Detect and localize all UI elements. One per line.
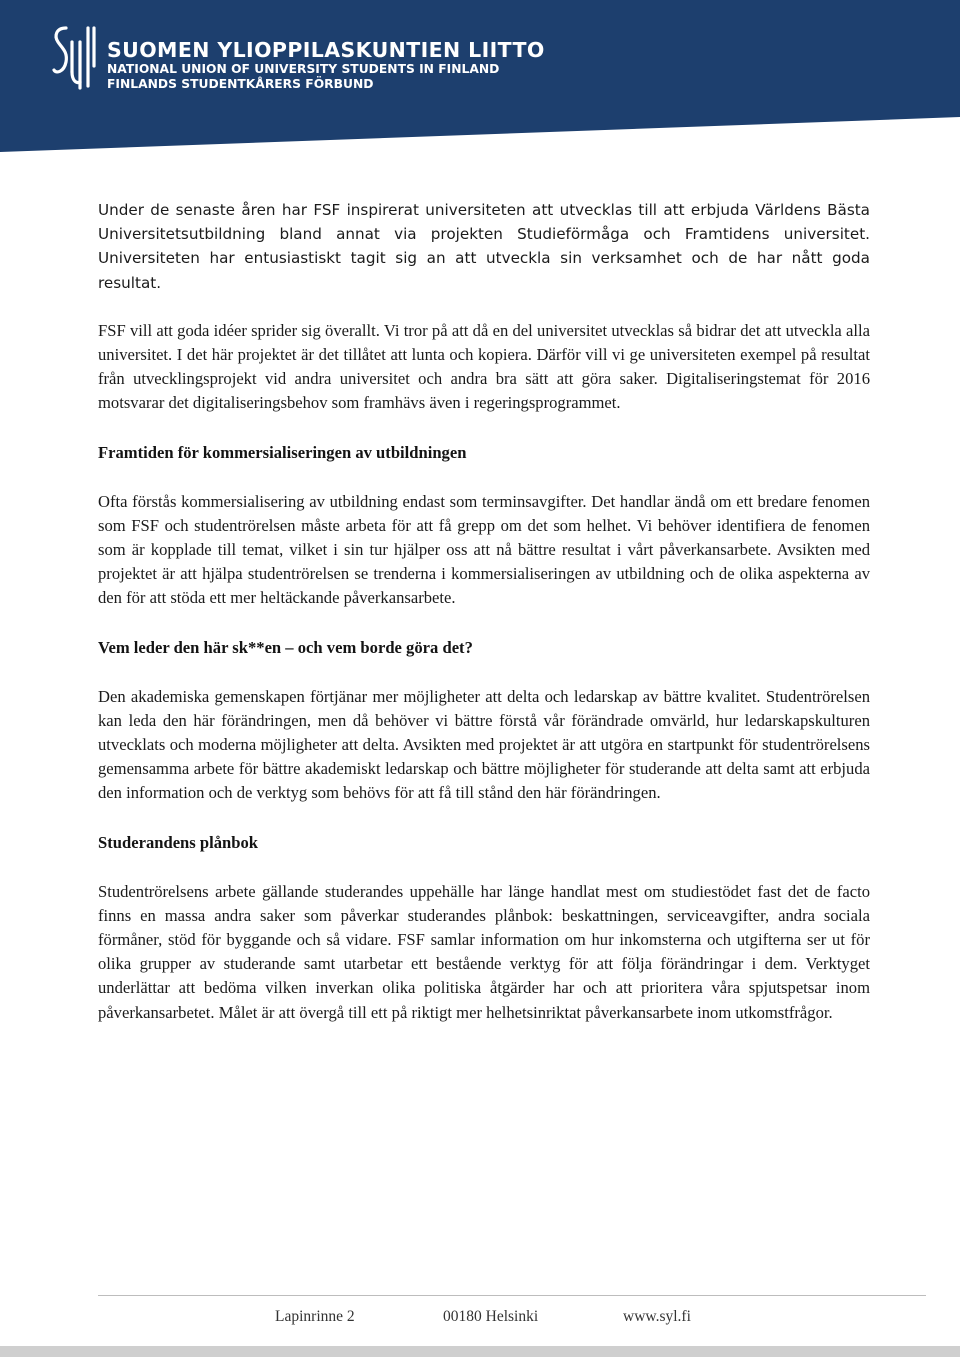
heading-wallet: Studerandens plånbok xyxy=(98,832,259,852)
heading-commercialisation: Framtiden för kommersialiseringen av utbildningen xyxy=(98,442,467,462)
footer-divider xyxy=(98,1295,926,1296)
paragraph-commercialisation: Ofta förstås kommersialisering av utbildning endast som terminsavgifter. Det handlar ändå om ett bredare fenomen som FSF och studentrörelsen måste arbeta för att få grepp om det som helhet. Vi behöver identifiera de fenomen som är kopplade till temat, vilket i sin tur hjälper oss att nå bättre resultat i vårt påverkansarbete. Avsikten med projektet är att hjälpa studentrörelsen se trenderna i kommersialiseringen av utbildning och de olika aspekterna av den för att stöda ett mer heltäckande påverkansarbete. xyxy=(98,491,870,608)
footer-address: Lapinrinne 2 xyxy=(275,1308,355,1325)
paragraph-wallet: Studentrörelsens arbete gällande studerandes uppehälle har länge handlat mest om studiestödet fast det de facto finns en massa andra saker som påverkar studerandes plånbok: beskattningen, serviceavgifter, andra sociala förmåner, stöd för byggande och så vidare. FSF samlar information om hur inkomsterna och utgifterna ser ut för olika grupper av studerande samt utarbetar ett bestående verktyg för att följa förändringar i dem. Verktyget underlättar att bedöma vilken inverkan olika politiska åtgärder har och att prioritera våra spjutspetsar inom påverkansarbetet. Målet är att övergå till ett på riktigt mer helhetsinriktat påverkansarbete inom utkomstfrågor. xyxy=(98,881,870,1022)
syl-logo-icon xyxy=(50,22,98,92)
heading-leadership: Vem leder den här sk**en – och vem borde göra det? xyxy=(98,637,473,657)
paragraph-leadership: Den akademiska gemenskapen förtjänar mer möjligheter att delta och ledarskap av bättre kvalitet. Studentrörelsen kan leda den här förändringen, men då behöver vi bättre förstå vår förändrade omvärld, hur ledarskapskulturen utvecklats och moderna möjligheter att delta. Avsikten med projektet är att utgöra en startpunkt för studentrörelsens gemensamma arbete för bättre akademiskt ledarskap och bättre möjligheter för studerande att delta samt att erbjuda den information och de verktyg som behövs för att få till stånd den här förändringen. xyxy=(98,686,870,803)
org-name-fi: SUOMEN YLIOPPILASKUNTIEN LIITTO xyxy=(107,38,545,62)
paragraph-ideas: FSF vill att goda idéer sprider sig överallt. Vi tror på att då en del universitet utvecklas så bidrar det att utveckla alla universitet. I det här projektet är det tillåtet att lunta och kopiera. Därför vill vi ge universiteten exempel på resultat från utvecklingsprojekt vid andra universitet och andra bra sätt att göra saker. Digitaliseringstemat för 2016 motsvarar det digitaliseringsbehov som framhävs även i regeringsprogrammet. xyxy=(98,320,870,413)
paragraph-intro: Under de senaste åren har FSF inspirerat universiteten att utvecklas till att erbjuda Världens Bästa Universitetsutbildning bland annat via projekten Studieförmåga och Framtidens universitet. Universiteten har entusiastiskt tagit sig an att utveckla sin verksamhet och de har nått goda resultat. xyxy=(98,201,870,292)
org-name-sv: FINLANDS STUDENTKÅRERS FÖRBUND xyxy=(107,77,374,91)
footer-website[interactable]: www.syl.fi xyxy=(623,1308,691,1325)
footer-bar xyxy=(0,1346,960,1357)
org-names xyxy=(107,38,545,92)
document-body xyxy=(98,198,870,1025)
org-name-en: NATIONAL UNION OF UNIVERSITY STUDENTS IN FINLAND xyxy=(107,62,500,76)
footer-postal: 00180 Helsinki xyxy=(443,1308,539,1325)
